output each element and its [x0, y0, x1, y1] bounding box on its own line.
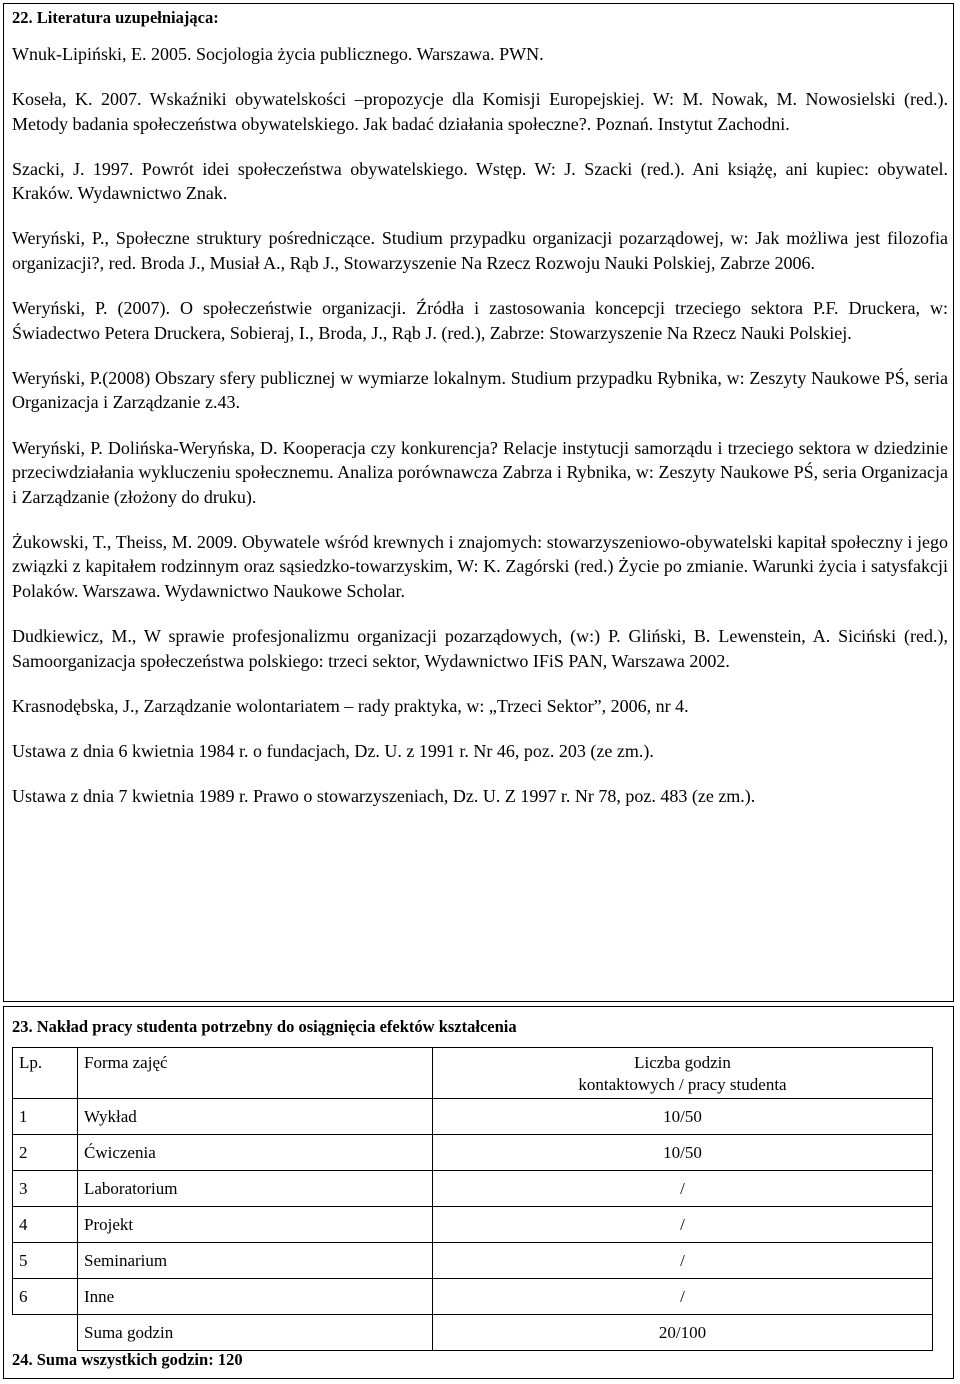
- row-lp: 6: [13, 1279, 78, 1315]
- header-lp: Lp.: [13, 1048, 78, 1099]
- reference-item: Szacki, J. 1997. Powrót idei społeczeństwa obywatelskiego. Wstęp. W: J. Szacki (red.). Ani książę, ani kupiec: obywatel. Kraków. Wydawnictwo Znak.: [12, 158, 948, 204]
- row-form: Ćwiczenia: [78, 1135, 433, 1171]
- row-hours: /: [433, 1171, 933, 1207]
- row-form: Seminarium: [78, 1243, 433, 1279]
- row-lp: 2: [13, 1135, 78, 1171]
- row-hours: /: [433, 1207, 933, 1243]
- row-hours: /: [433, 1243, 933, 1279]
- section-23-title: 23. Nakład pracy studenta potrzebny do osiągnięcia efektów kształcenia: [12, 1017, 517, 1036]
- row-lp: 4: [13, 1207, 78, 1243]
- row-form: Wykład: [78, 1099, 433, 1135]
- header-hours: [433, 1048, 933, 1099]
- table-row: [13, 1171, 933, 1207]
- row-hours: /: [433, 1279, 933, 1315]
- table-row: [13, 1135, 933, 1171]
- reference-item: Dudkiewicz, M., W sprawie profesjonalizmu organizacji pozarządowych, (w:) P. Gliński, B. Lewenstein, A. Siciński (red.), Samoorganizacja społeczeństwa polskiego: trzeci sektor, Wydawnictwo IFiS PAN, Warszawa 2002.: [12, 626, 948, 671]
- row-form: Projekt: [78, 1207, 433, 1243]
- workload-table: [12, 1047, 933, 1351]
- sum-label: Suma godzin: [78, 1315, 433, 1351]
- section-22-box: [3, 3, 954, 1002]
- row-lp: 1: [13, 1099, 78, 1135]
- reference-item: Żukowski, T., Theiss, M. 2009. Obywatele wśród krewnych i znajomych: stowarzyszeniowo-obywatelski kapitał społeczny i jego związki z kapitałem rodzinnym oraz sąsiedzko-towarzyskim, W: K. Zagórski (red.) Życie po zmianie. Warunki życia i satysfakcji Polaków. Warszawa. Wydawnictwo Naukowe Scholar.: [12, 531, 948, 601]
- row-form: Laboratorium: [78, 1171, 433, 1207]
- reference-item: Weryński, P.(2008) Obszary sfery publicznej w wymiarze lokalnym. Studium przypadku Rybnika, w: Zeszyty Naukowe PŚ, seria Organizacja i Zarządzanie z.43.: [12, 367, 948, 413]
- reference-item: Wnuk-Lipiński, E. 2005. Socjologia życia publicznego. Warszawa. PWN.: [12, 44, 544, 64]
- reference-item: Weryński, P., Społeczne struktury pośredniczące. Studium przypadku organizacji pozarządowej, w: Jak możliwa jest filozofia organizacji?, red. Broda J., Musiał A., Rąb J., Stowarzyszenie Na Rzecz Rozwoju Nauki Polskiej, Zabrze 2006.: [12, 228, 948, 274]
- reference-item: Weryński, P. (2007). O społeczeństwie organizacji. Źródła i zastosowania koncepcji trzeciego sektora P.F. Druckera, w: Świadectwo Petera Druckera, Sobieraj, I., Broda, J., Rąb J. (red.), Zabrze: Stowarzyszenie Na Rzecz Nauki Polskiej.: [12, 298, 948, 343]
- row-hours: 10/50: [433, 1135, 933, 1171]
- section-22-title: 22. Literatura uzupełniająca:: [12, 8, 219, 27]
- table-row: [13, 1243, 933, 1279]
- reference-item: Krasnodębska, J., Zarządzanie wolontariatem – rady praktyka, w: „Trzeci Sektor”, 2006, nr 4.: [12, 695, 689, 716]
- header-hours-line2: kontaktowych / pracy studenta: [578, 1075, 787, 1094]
- reference-item: Ustawa z dnia 6 kwietnia 1984 r. o fundacjach, Dz. U. z 1991 r. Nr 46, poz. 203 (ze zm.).: [12, 740, 654, 761]
- row-lp: 5: [13, 1243, 78, 1279]
- reference-item: Weryński, P. Dolińska-Weryńska, D. Kooperacja czy konkurencja? Relacje instytucji samorządu i trzeciego sektora w dziedzinie przeciwdziałania wykluczeniu społecznemu. Analiza porównawcza Zabrza i Rybnika, w: Zeszyty Naukowe PŚ, seria Organizacja i Zarządzanie (złożony do druku).: [12, 437, 948, 507]
- header-form: Forma zajęć: [78, 1048, 433, 1099]
- header-hours-line1: Liczba godzin: [634, 1053, 731, 1072]
- row-form: Inne: [78, 1279, 433, 1315]
- reference-item: Ustawa z dnia 7 kwietnia 1989 r. Prawo o stowarzyszeniach, Dz. U. Z 1997 r. Nr 78, poz. 483 (ze zm.).: [12, 785, 756, 806]
- row-lp: 3: [13, 1171, 78, 1207]
- table-sum-row: [13, 1315, 933, 1351]
- table-header-row: [13, 1048, 933, 1099]
- reference-item: Koseła, K. 2007. Wskaźniki obywatelskości –propozycje dla Komisji Europejskiej. W: M. Nowak, M. Nowosielski (red.). Metody badania społeczeństwa obywatelskiego. Jak badać działania społeczne?. Poznań. Instytut Zachodni.: [12, 89, 948, 134]
- section-23-box: [3, 1006, 954, 1379]
- table-row: [13, 1099, 933, 1135]
- reference-list: [12, 42, 948, 829]
- sum-hours: 20/100: [433, 1315, 933, 1351]
- row-hours: 10/50: [433, 1099, 933, 1135]
- table-row: [13, 1279, 933, 1315]
- section-24-title: 24. Suma wszystkich godzin: 120: [12, 1350, 243, 1369]
- table-row: [13, 1207, 933, 1243]
- sum-blank-cell: [13, 1315, 78, 1351]
